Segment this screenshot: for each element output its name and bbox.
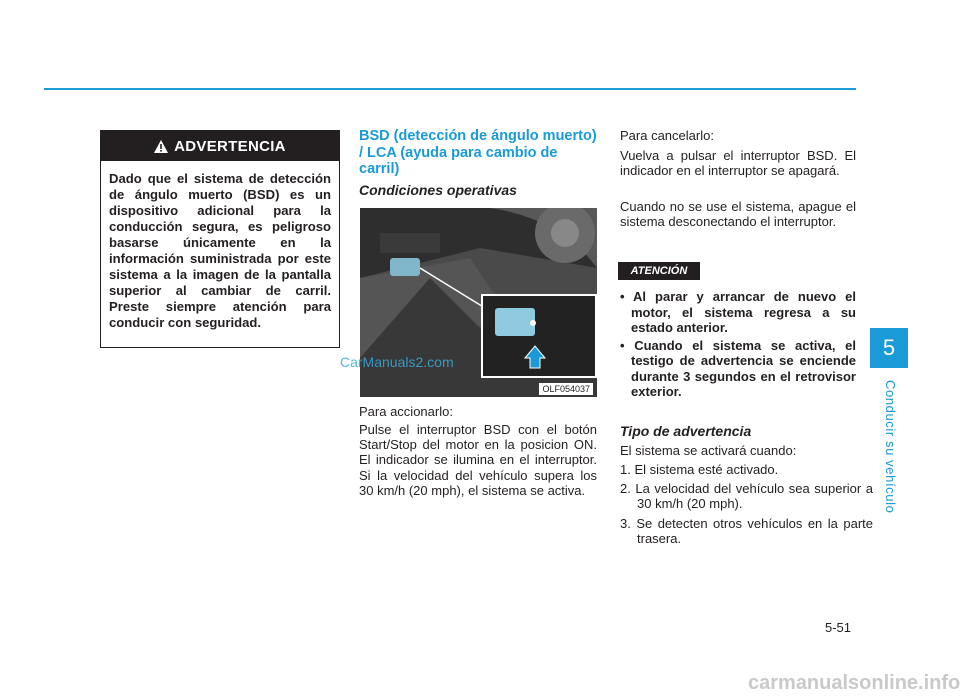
activate-text: Pulse el interruptor BSD con el botón Start/Stop del motor en la posicion ON. El indicador se ilumina en el interruptor. Si la velocidad del vehículo supera los 30 km/h (20 mph), el sistema se activa. [359, 422, 597, 498]
header-rule [44, 88, 856, 90]
watermark: CarManuals2.com [340, 354, 454, 370]
page-number: 5-51 [825, 620, 852, 635]
warning-header [101, 131, 339, 161]
bullet-item: • Cuando el sistema se activa, el testigo de advertencia se enciende durante 3 segundos en el retrovisor exterior. [620, 337, 856, 399]
cancel-text-1: Vuelva a pulsar el interruptor BSD. El indicador en el interruptor se apagará. [620, 148, 856, 179]
warning-title: ADVERTENCIA [174, 137, 286, 155]
subheading-conditions: Condiciones operativas [359, 182, 517, 198]
warning-triangle-icon [154, 140, 168, 153]
footer-watermark: carmanualsonline.info [748, 672, 960, 694]
cancel-label: Para cancelarlo: [620, 128, 714, 143]
cancel-text-2: Cuando no se use el sistema, apague el sistema desconectando el interruptor. [620, 199, 856, 230]
subheading-warning-type: Tipo de advertencia [620, 423, 752, 439]
list-item: 2. La velocidad del vehículo sea superior a 30 km/h (20 mph). [620, 481, 873, 512]
bullet-item: • Al parar y arrancar de nuevo el motor, el sistema regresa a su estado anterior. [620, 289, 856, 335]
chapter-label: Conducir su vehículo [883, 380, 898, 514]
warning-text: Dado que el sistema de detección de ángulo muerto (BSD) es un dispositivo adicional para la conducción segura, es peligroso basarse únicamente en la información suministrada por este sistema a la imagen de la pantalla superior al cambiar de carril. Preste siempre atención para conducir con seguridad. [109, 171, 331, 330]
warning-box [100, 130, 340, 348]
attention-bullets [620, 289, 856, 402]
list-item: 3. Se detecten otros vehículos en la parte trasera. [620, 516, 873, 547]
activate-label: Para accionarlo: [359, 404, 453, 419]
figure-code: OLF054037 [539, 383, 593, 395]
list-item: 1. El sistema esté activado. [620, 462, 779, 477]
warning-intro: El sistema se activará cuando: [620, 443, 797, 458]
attention-label: ATENCIÓN [618, 262, 700, 280]
section-title: BSD (detección de ángulo muerto) / LCA (ayuda para cambio de carril) [359, 128, 597, 177]
chapter-number: 5 [870, 328, 908, 368]
